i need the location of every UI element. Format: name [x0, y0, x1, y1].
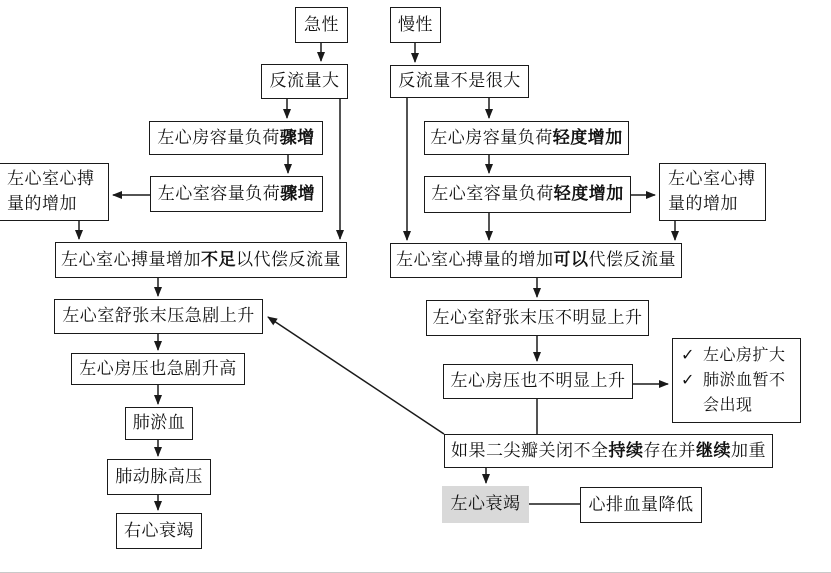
node-text-bold: 持续 [608, 440, 644, 461]
node-right-heart-failure: 右心衰竭 [116, 513, 202, 549]
node-stroke-insufficient-compensate [55, 242, 347, 278]
check-icon: ✓ [681, 345, 695, 365]
check-icon: ✓ [681, 370, 695, 390]
node-acute: 急性 [295, 7, 348, 43]
node-text-bold: 继续 [696, 440, 731, 461]
node-text: 左心房容量负荷 [157, 127, 280, 148]
node-text: 左心室容量负荷 [157, 183, 281, 204]
node-la-pressure-no-obvious-rise: 左心房压也不明显上升 [443, 364, 633, 399]
node-text: 以代偿反流量 [236, 249, 341, 270]
node-text-bold: 轻度增加 [552, 127, 623, 148]
node-lv-edp-sharp-rise: 左心室舒张末压急剧上升 [54, 299, 263, 334]
node-text-bold: 可以 [553, 250, 589, 271]
node-stroke-can-compensate [390, 243, 682, 278]
node-side-notes [672, 338, 801, 423]
note-item [681, 343, 786, 368]
node-text-bold: 骤增 [279, 127, 315, 148]
note-text: 肺淤血暂不会出现 [703, 370, 786, 414]
node-chronic: 慢性 [390, 7, 441, 43]
node-text: 左心室心搏量增加 [61, 249, 201, 270]
node-text-bold: 轻度增加 [553, 184, 624, 205]
node-lv-edp-no-obvious-rise: 左心室舒张末压不明显上升 [426, 300, 649, 336]
node-pulmonary-hypertension: 肺动脉高压 [107, 459, 211, 495]
node-text: 存在并 [643, 440, 696, 461]
node-text: 左心房容量负荷 [430, 127, 553, 148]
node-regurg-large: 反流量大 [261, 64, 348, 99]
node-stroke-volume-increase-left: 左心室心搏量的增加 [0, 163, 109, 221]
node-regurg-not-large: 反流量不是很大 [390, 65, 529, 98]
node-text: 左心室心搏量的增加 [396, 250, 554, 271]
node-text: 左心室容量负荷 [431, 184, 554, 205]
node-lv-volume-sudden-increase [150, 176, 323, 212]
node-la-pressure-sharp-rise: 左心房压也急剧升高 [71, 353, 245, 385]
node-persistent-worsening [444, 434, 773, 468]
node-stroke-volume-increase-right: 左心室心搏量的增加 [659, 163, 766, 221]
note-item [681, 368, 792, 418]
node-pulmonary-congestion: 肺淤血 [125, 407, 193, 440]
node-la-volume-sudden-increase [149, 121, 323, 155]
node-lv-volume-mild-increase [424, 176, 631, 213]
node-left-heart-failure: 左心衰竭 [442, 486, 529, 523]
node-text: 如果二尖瓣关闭不全 [451, 440, 609, 461]
node-text-bold: 不足 [201, 249, 236, 270]
node-text: 加重 [731, 440, 766, 461]
node-text-bold: 骤增 [280, 183, 316, 204]
note-text: 左心房扩大 [703, 345, 786, 365]
node-la-volume-mild-increase [424, 121, 629, 155]
node-text: 代偿反流量 [588, 250, 676, 271]
node-cardiac-output-decrease: 心排血量降低 [580, 487, 702, 523]
